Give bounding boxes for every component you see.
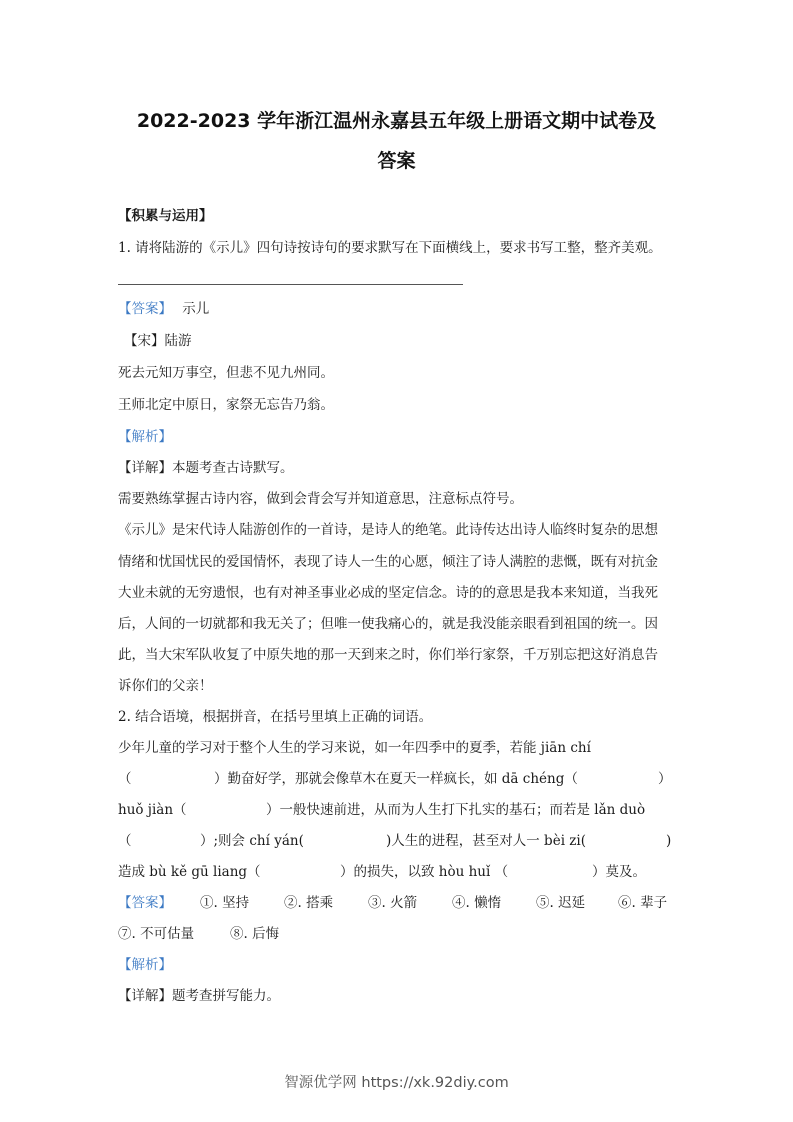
q2-text-line-1: 少年儿童的学习对于整个人生的学习来说，如一年四季中的夏季，若能 jiān chí [118,740,591,756]
answer-item: ②. 搭乘 [284,895,334,911]
close-paren: ） [658,771,672,787]
q1-explain-para-line: 此，当大宋军队收复了中原失地的那一天到来之时，你们举行家祭，千万别忘把这好消息告 [118,647,658,663]
answer-item: ④. 懒惰 [452,895,502,911]
answer-label: 【答案】 [118,301,172,317]
poem-line-2: 王师北定中原日，家祭无忘告乃翁。 [118,397,334,413]
document-title-line2: 答案 [377,150,416,172]
open-paren: （ [118,771,132,787]
q1-detail: 【详解】本题考查古诗默写。 [118,460,294,476]
close-paren: ) [666,833,672,849]
answer-item: ⑥. 辈子 [618,895,668,911]
poem-title: 示儿 [182,301,210,317]
q1-explain-1: 需要熟练掌握古诗内容，做到会背会写并知道意思，注意标点符号。 [118,491,523,507]
answer-underline [118,284,463,285]
poem-line-1: 死去元知万事空，但悲不见九州同。 [118,365,334,381]
answer-item: ⑦. 不可估量 [118,926,195,942]
q2-detail: 【详解】题考查拼写能力。 [118,988,280,1004]
q1-explain-para-line: 情绪和忧国忧民的爱国情怀，表现了诗人一生的心愿，倾注了诗人满腔的悲慨，既有对抗金 [118,554,658,570]
open-paren: （ [118,833,132,849]
text-fragment: ）;则会 chí yán( [200,833,304,849]
answer-label: 【答案】 [118,895,172,911]
analysis-label: 【解析】 [118,429,172,445]
q1-answer [118,300,209,318]
text-fragment: ）莫及。 [592,864,646,880]
q1-explain-para-line: 诉你们的父亲！ [118,678,213,694]
text-fragment: huǒ jiàn（ [118,802,187,818]
question-2: 2. 结合语境，根据拼音，在括号里填上正确的词语。 [118,709,433,725]
section-heading: 【积累与运用】 [118,208,213,224]
answer-item: ⑧. 后悔 [230,926,280,942]
poem-author: 【宋】陆游 [124,333,192,349]
text-fragment: ）的损失，以致 hòu huǐ （ [340,864,509,880]
q1-explain-para-line: 后，人间的一切就都和我无关了；但唯一使我痛心的，就是我没能亲眼看到祖国的统一。因 [118,616,658,632]
document-title-line1: 2022-2023 学年浙江温州永嘉县五年级上册语文期中试卷及 [136,110,657,132]
text-fragment: ）勤奋好学，那就会像草木在夏天一样疯长，如 dā chéng（ [214,771,578,787]
footer-watermark: 智源优学网 https://xk.92diy.com [284,1075,509,1091]
answer-item: ①. 坚持 [200,895,250,911]
text-fragment: ）一般快速前进，从而为人生打下扎实的基石；而若是 lǎn duò [266,802,646,818]
question-1: 1. 请将陆游的《示儿》四句诗按诗句的要求默写在下面横线上，要求书写工整，整齐美观。 [118,240,662,256]
answer-item: ⑤. 迟延 [536,895,586,911]
q1-explain-para-line: 大业未就的无穷遗恨，也有对神圣事业必成的坚定信念。诗的的意思是我本来知道，当我死 [118,585,658,601]
answer-item: ③. 火箭 [368,895,418,911]
text-fragment: )人生的进程，甚至对人一 bèi zi( [386,833,586,849]
analysis-label: 【解析】 [118,957,172,973]
text-fragment: 造成 bù kě gū liang（ [118,864,261,880]
q1-explain-para-line: 《示儿》是宋代诗人陆游创作的一首诗，是诗人的绝笔。此诗传达出诗人临终时复杂的思想 [118,522,658,538]
